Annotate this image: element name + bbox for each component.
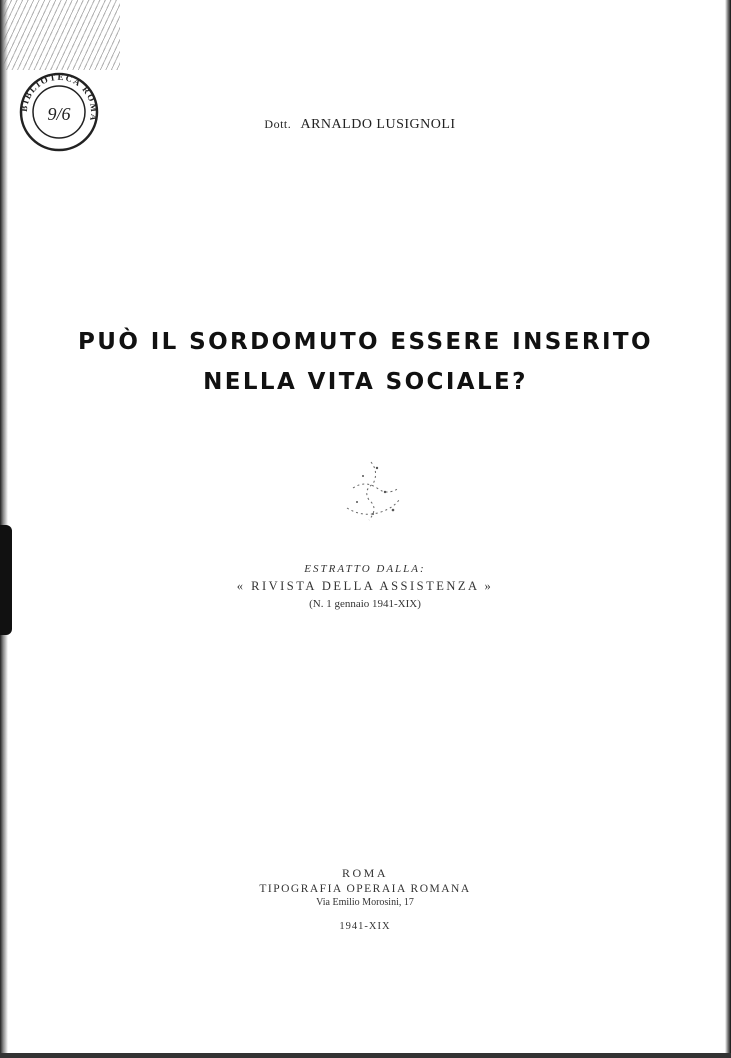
title-line-1: PUÒ IL SORDOMUTO ESSERE INSERITO [78,329,653,355]
journal-name: « RIVISTA DELLA ASSISTENZA » [236,579,494,593]
scan-artifact-top [0,0,120,70]
document-title [60,322,671,402]
stamp-ring-text: BIBLIOTECA ROMA [18,71,100,123]
stamp-shelf-mark: 9/6 [47,104,71,124]
author-prefix: Dott. [264,117,292,131]
publisher-block [190,866,540,932]
scan-edge-bottom [0,1053,731,1058]
publication-year: 1941-XIX [339,921,391,932]
publisher-street: Via Emilio Morosini, 17 [316,897,414,908]
scan-mark-left [0,525,12,635]
library-stamp [17,70,101,154]
publisher-press: TIPOGRAFIA OPERAIA ROMANA [259,883,471,895]
journal-issue: (N. 1 gennaio 1941-XIX) [309,598,421,610]
title-line-2: NELLA VITA SOCIALE? [203,369,528,395]
scan-edge-right [725,0,731,1058]
printer-emblem-icon [333,458,409,524]
publisher-city: ROMA [341,866,388,880]
extract-label: ESTRATTO DALLA: [304,563,426,575]
extract-block [170,563,560,610]
author-name: ARNALDO LUSIGNOLI [300,117,456,132]
author-line [120,117,600,133]
